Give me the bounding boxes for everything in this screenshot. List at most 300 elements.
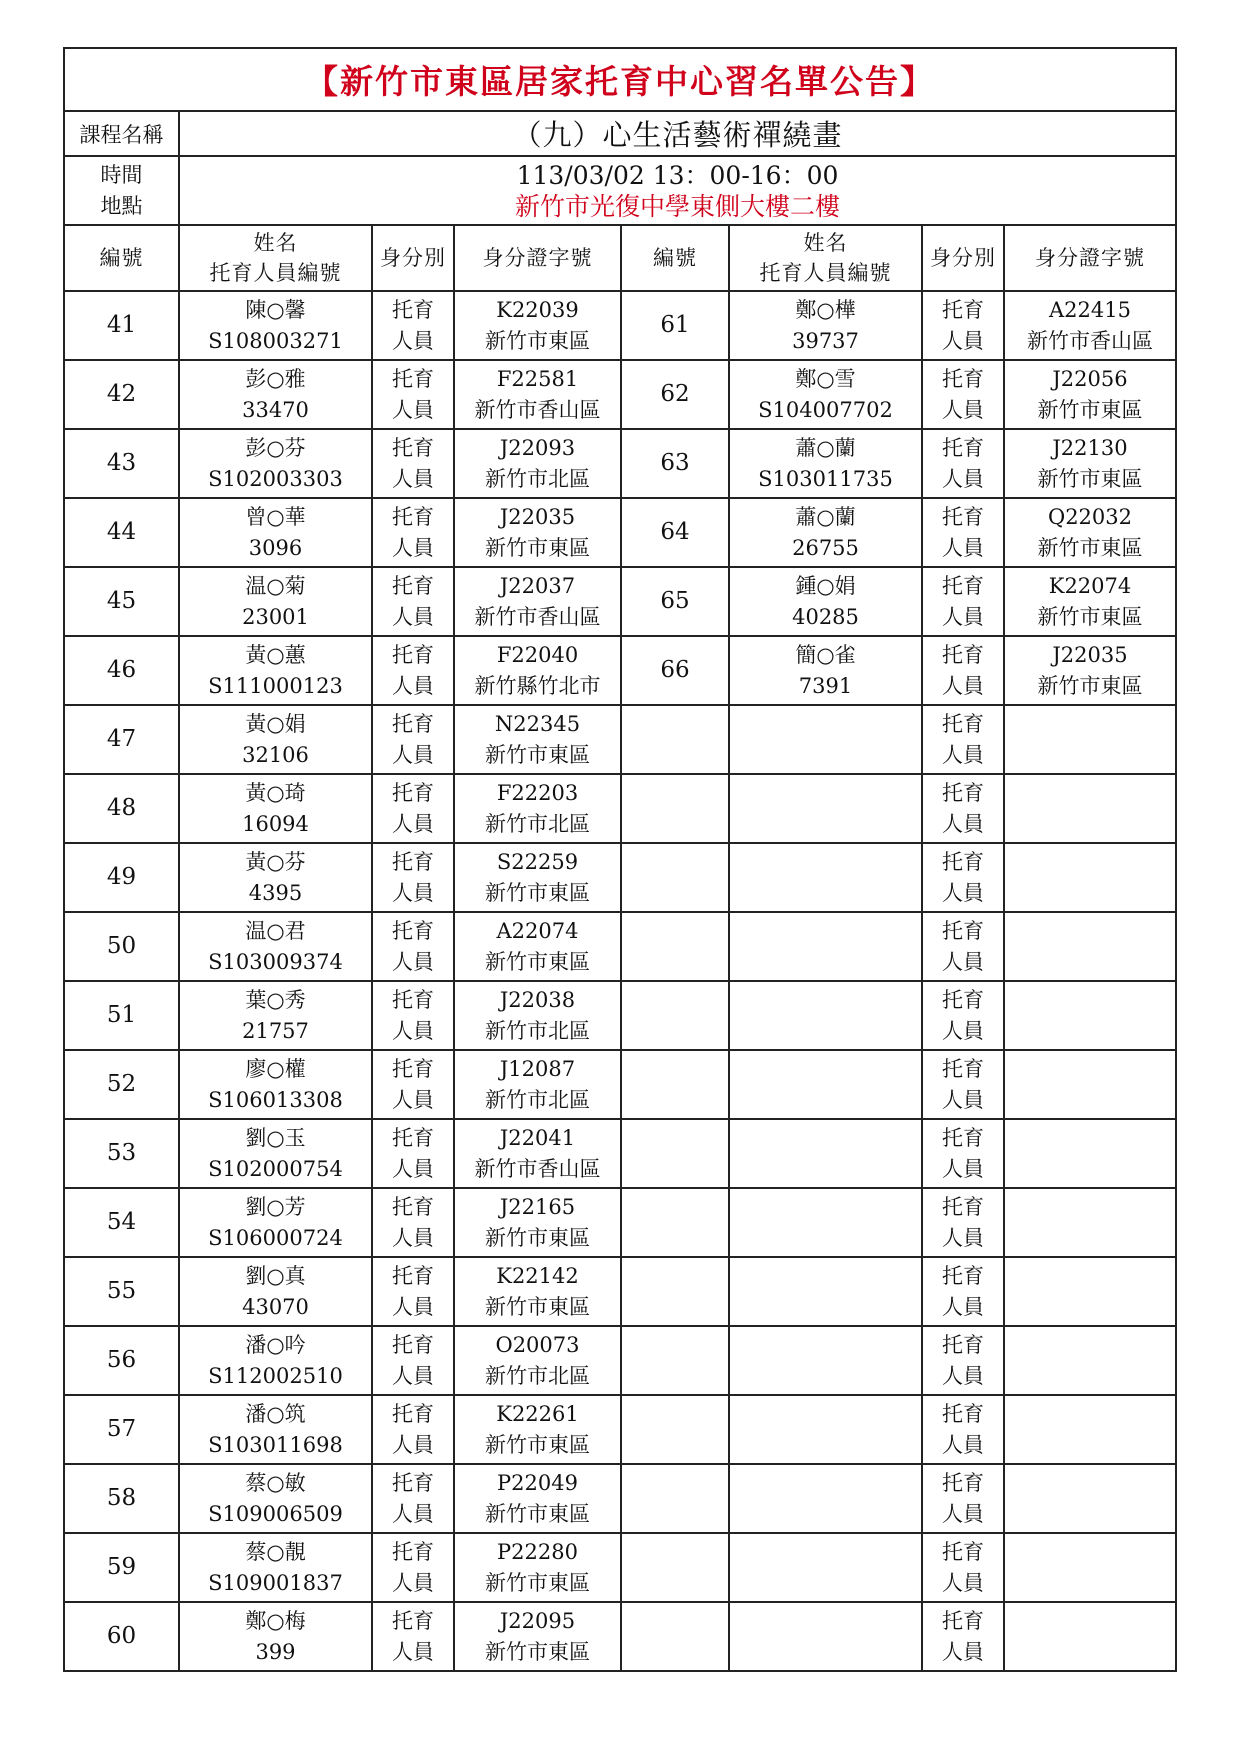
- left-role-cell-line1: 托育: [392, 849, 434, 874]
- left-name-cell-line2: S106013308: [208, 1087, 343, 1112]
- header-name-left: [179, 225, 372, 291]
- right-role-cell-line1: 托育: [942, 1125, 984, 1150]
- left-role-cell: [372, 291, 454, 360]
- left-number-cell: 45: [64, 567, 179, 636]
- table-row: [64, 1188, 1176, 1257]
- left-role-cell-line1: 托育: [392, 366, 434, 391]
- right-role-cell-line1: 托育: [942, 849, 984, 874]
- left-id-cell-line2: 新竹市東區: [485, 1294, 590, 1319]
- left-role-cell-line1: 托育: [392, 573, 434, 598]
- table-row: [64, 1395, 1176, 1464]
- left-role-cell-line2: 人員: [392, 811, 434, 836]
- left-role-cell-line2: 人員: [392, 328, 434, 353]
- table-row: [64, 1533, 1176, 1602]
- left-id-cell: [454, 912, 621, 981]
- right-name-cell: [729, 567, 922, 636]
- table-row: [64, 567, 1176, 636]
- right-id-cell-line2: 新竹市香山區: [1027, 328, 1153, 353]
- right-id-cell: [1004, 636, 1176, 705]
- left-name-cell-line1: 彭○芬: [245, 435, 306, 460]
- right-role-cell-line2: 人員: [942, 397, 984, 422]
- left-id-cell-line2: 新竹市東區: [485, 1639, 590, 1664]
- left-id-cell-line2: 新竹市東區: [485, 1570, 590, 1595]
- left-number-cell: 47: [64, 705, 179, 774]
- right-role-cell-line1: 托育: [942, 711, 984, 736]
- right-id-cell: [1004, 567, 1176, 636]
- right-role-cell: [922, 981, 1004, 1050]
- left-name-cell-line2: S106000724: [208, 1225, 343, 1250]
- right-name-cell-line2: S103011735: [758, 466, 893, 491]
- left-name-cell-line2: 3096: [248, 535, 303, 560]
- left-role-cell-line1: 托育: [392, 780, 434, 805]
- right-name-cell-line1: 蕭○蘭: [795, 435, 856, 460]
- right-role-cell-line1: 托育: [942, 987, 984, 1012]
- left-name-cell-line1: 潘○吟: [245, 1332, 306, 1357]
- right-id-cell: [1004, 912, 1176, 981]
- left-role-cell-line1: 托育: [392, 711, 434, 736]
- left-number-cell: 43: [64, 429, 179, 498]
- left-id-cell: [454, 360, 621, 429]
- left-name-cell-line2: 43070: [242, 1294, 309, 1319]
- right-role-cell: [922, 567, 1004, 636]
- right-id-cell-line1: J22056: [1052, 366, 1128, 391]
- right-name-cell-line2: 7391: [798, 673, 853, 698]
- right-role-cell: [922, 1050, 1004, 1119]
- left-name-cell-line1: 温○菊: [245, 573, 306, 598]
- right-number-cell: [621, 981, 729, 1050]
- right-role-cell: [922, 912, 1004, 981]
- left-id-cell-line1: N22345: [494, 711, 581, 736]
- table-row: [64, 636, 1176, 705]
- right-id-cell: [1004, 981, 1176, 1050]
- left-number-cell: 52: [64, 1050, 179, 1119]
- course-label: 課程名稱: [64, 111, 179, 156]
- right-name-cell-line2: S104007702: [758, 397, 893, 422]
- right-id-cell-line2: 新竹市東區: [1037, 535, 1143, 560]
- right-role-cell-line1: 托育: [942, 1263, 984, 1288]
- left-number-cell: 41: [64, 291, 179, 360]
- left-name-cell-line2: 21757: [242, 1018, 309, 1043]
- right-name-cell-line1: 鄭○雪: [795, 366, 856, 391]
- left-name-cell-line2: 33470: [242, 397, 309, 422]
- right-role-cell-line1: 托育: [942, 366, 984, 391]
- left-role-cell-line1: 托育: [392, 1539, 434, 1564]
- left-name-cell: [179, 981, 372, 1050]
- left-name-cell-line1: 黃○娟: [245, 711, 306, 736]
- left-number-cell: 57: [64, 1395, 179, 1464]
- left-name-cell: [179, 1395, 372, 1464]
- left-name-cell: [179, 1602, 372, 1671]
- left-name-cell-line2: S111000123: [208, 673, 343, 698]
- left-role-cell-line1: 托育: [392, 297, 434, 322]
- left-role-cell-line1: 托育: [392, 435, 434, 460]
- right-role-cell-line1: 托育: [942, 1194, 984, 1219]
- right-role-cell-line2: 人員: [942, 328, 984, 353]
- header-id-right: 身分證字號: [1004, 225, 1176, 291]
- time-place-label: [64, 156, 179, 225]
- left-name-cell: [179, 1464, 372, 1533]
- left-id-cell-line2: 新竹市東區: [485, 328, 590, 353]
- right-role-cell-line1: 托育: [942, 573, 984, 598]
- right-role-cell-line2: 人員: [942, 1639, 984, 1664]
- right-name-cell: [729, 1464, 922, 1533]
- left-id-cell: [454, 981, 621, 1050]
- right-id-cell: [1004, 843, 1176, 912]
- left-role-cell: [372, 1257, 454, 1326]
- left-id-cell: [454, 1533, 621, 1602]
- left-role-cell: [372, 1533, 454, 1602]
- right-name-cell-line2: 26755: [792, 535, 859, 560]
- left-name-cell-line1: 鄭○梅: [245, 1608, 306, 1633]
- place-label: 地點: [100, 193, 143, 218]
- left-role-cell: [372, 1395, 454, 1464]
- left-role-cell-line2: 人員: [392, 1018, 434, 1043]
- left-role-cell: [372, 912, 454, 981]
- left-name-cell: [179, 429, 372, 498]
- left-id-cell: [454, 1188, 621, 1257]
- right-role-cell: [922, 498, 1004, 567]
- right-name-cell: [729, 843, 922, 912]
- left-role-cell-line2: 人員: [392, 397, 434, 422]
- right-role-cell: [922, 1395, 1004, 1464]
- right-name-cell: [729, 912, 922, 981]
- left-role-cell-line2: 人員: [392, 949, 434, 974]
- right-role-cell-line2: 人員: [942, 1087, 984, 1112]
- left-id-cell-line2: 新竹市香山區: [474, 1156, 601, 1181]
- right-name-cell: [729, 705, 922, 774]
- left-name-cell: [179, 1050, 372, 1119]
- left-name-cell-line1: 蔡○靚: [245, 1539, 306, 1564]
- header-name-line1: 姓名: [253, 231, 298, 255]
- right-id-cell-line1: K22074: [1048, 573, 1132, 598]
- right-id-cell: [1004, 1257, 1176, 1326]
- right-name-cell: [729, 1188, 922, 1257]
- header-id-left: 身分證字號: [454, 225, 621, 291]
- right-name-cell: [729, 1050, 922, 1119]
- left-role-cell-line2: 人員: [392, 880, 434, 905]
- left-name-cell-line1: 劉○芳: [245, 1194, 306, 1219]
- left-id-cell-line2: 新竹縣竹北市: [474, 673, 601, 698]
- left-id-cell: [454, 429, 621, 498]
- header-no-left: 編號: [64, 225, 179, 291]
- left-name-cell-line1: 葉○秀: [245, 987, 306, 1012]
- right-name-cell: [729, 1326, 922, 1395]
- header-name-line2: 托育人員編號: [759, 261, 892, 285]
- left-id-cell-line2: 新竹市北區: [485, 1018, 590, 1043]
- left-id-cell-line2: 新竹市東區: [485, 1432, 590, 1457]
- left-role-cell: [372, 1119, 454, 1188]
- right-id-cell: [1004, 1119, 1176, 1188]
- left-number-cell: 42: [64, 360, 179, 429]
- left-role-cell-line2: 人員: [392, 1363, 434, 1388]
- right-role-cell-line1: 托育: [942, 435, 984, 460]
- left-role-cell: [372, 843, 454, 912]
- left-id-cell-line1: J22038: [499, 987, 576, 1012]
- left-number-cell: 58: [64, 1464, 179, 1533]
- right-role-cell-line2: 人員: [942, 1156, 984, 1181]
- left-id-cell-line1: A22074: [496, 918, 579, 943]
- right-number-cell: [621, 912, 729, 981]
- left-name-cell-line1: 劉○玉: [245, 1125, 306, 1150]
- right-role-cell: [922, 1326, 1004, 1395]
- left-name-cell-line1: 黃○芬: [245, 849, 306, 874]
- header-role-right: 身分別: [922, 225, 1004, 291]
- left-id-cell-line2: 新竹市東區: [485, 949, 590, 974]
- right-role-cell-line1: 托育: [942, 1470, 984, 1495]
- right-name-cell-line1: 蕭○蘭: [795, 504, 856, 529]
- right-role-cell-line2: 人員: [942, 880, 984, 905]
- left-id-cell-line1: J22093: [499, 435, 576, 460]
- left-id-cell: [454, 498, 621, 567]
- left-name-cell-line2: S109006509: [208, 1501, 343, 1526]
- left-role-cell-line2: 人員: [392, 1225, 434, 1250]
- right-id-cell: [1004, 429, 1176, 498]
- right-name-cell: [729, 774, 922, 843]
- left-name-cell: [179, 360, 372, 429]
- right-id-cell: [1004, 1050, 1176, 1119]
- left-role-cell-line2: 人員: [392, 1639, 434, 1664]
- left-role-cell: [372, 981, 454, 1050]
- left-name-cell-line2: S102000754: [208, 1156, 343, 1181]
- left-name-cell-line2: S102003303: [208, 466, 343, 491]
- time-value: 113/03/02 13：00-16：00: [516, 160, 839, 190]
- left-role-cell: [372, 1050, 454, 1119]
- left-id-cell-line1: F22040: [496, 642, 579, 667]
- left-id-cell-line2: 新竹市香山區: [474, 397, 601, 422]
- left-name-cell-line1: 廖○權: [245, 1056, 306, 1081]
- left-role-cell: [372, 567, 454, 636]
- left-id-cell-line2: 新竹市北區: [485, 811, 590, 836]
- left-id-cell: [454, 1602, 621, 1671]
- right-number-cell: [621, 843, 729, 912]
- left-id-cell: [454, 291, 621, 360]
- left-name-cell-line2: 23001: [242, 604, 309, 629]
- left-role-cell-line2: 人員: [392, 535, 434, 560]
- left-number-cell: 55: [64, 1257, 179, 1326]
- right-number-cell: 64: [621, 498, 729, 567]
- right-role-cell-line1: 托育: [942, 297, 984, 322]
- right-role-cell: [922, 1602, 1004, 1671]
- table-row: [64, 1050, 1176, 1119]
- left-name-cell-line2: 399: [255, 1639, 296, 1664]
- header-name-right: [729, 225, 922, 291]
- left-id-cell-line1: J22165: [499, 1194, 576, 1219]
- left-name-cell: [179, 1326, 372, 1395]
- left-id-cell-line1: F22581: [496, 366, 579, 391]
- left-id-cell: [454, 1119, 621, 1188]
- left-role-cell-line1: 托育: [392, 1332, 434, 1357]
- right-role-cell-line1: 托育: [942, 918, 984, 943]
- left-name-cell-line1: 温○君: [245, 918, 306, 943]
- left-name-cell: [179, 567, 372, 636]
- left-id-cell: [454, 1395, 621, 1464]
- time-place-value: [179, 156, 1176, 225]
- right-role-cell-line1: 托育: [942, 780, 984, 805]
- left-role-cell: [372, 498, 454, 567]
- left-name-cell-line1: 潘○筑: [245, 1401, 306, 1426]
- table-row: [64, 1464, 1176, 1533]
- column-header-row: [64, 225, 1176, 291]
- right-id-cell-line2: 新竹市東區: [1037, 673, 1143, 698]
- table-row: [64, 1602, 1176, 1671]
- left-role-cell-line1: 托育: [392, 1401, 434, 1426]
- right-role-cell-line2: 人員: [942, 949, 984, 974]
- left-role-cell-line1: 托育: [392, 1194, 434, 1219]
- left-role-cell-line1: 托育: [392, 987, 434, 1012]
- left-id-cell-line1: F22203: [496, 780, 579, 805]
- left-id-cell-line2: 新竹市東區: [485, 1225, 590, 1250]
- left-name-cell: [179, 1188, 372, 1257]
- left-id-cell-line2: 新竹市北區: [485, 466, 590, 491]
- right-role-cell-line1: 托育: [942, 504, 984, 529]
- left-name-cell: [179, 1257, 372, 1326]
- right-id-cell: [1004, 498, 1176, 567]
- table-row: [64, 429, 1176, 498]
- right-name-cell-line1: 鄭○樺: [795, 297, 856, 322]
- left-id-cell-line2: 新竹市東區: [485, 880, 590, 905]
- right-name-cell-line1: 簡○雀: [795, 642, 856, 667]
- table-row: [64, 1257, 1176, 1326]
- right-number-cell: [621, 1533, 729, 1602]
- left-number-cell: 54: [64, 1188, 179, 1257]
- right-role-cell: [922, 1188, 1004, 1257]
- left-role-cell-line2: 人員: [392, 1570, 434, 1595]
- right-number-cell: [621, 1257, 729, 1326]
- left-role-cell-line1: 托育: [392, 1056, 434, 1081]
- left-role-cell: [372, 636, 454, 705]
- right-number-cell: [621, 1119, 729, 1188]
- left-id-cell-line2: 新竹市東區: [485, 742, 590, 767]
- left-id-cell-line1: K22039: [496, 297, 579, 322]
- right-id-cell-line2: 新竹市東區: [1037, 466, 1143, 491]
- right-name-cell: [729, 1395, 922, 1464]
- right-id-cell-line1: J22130: [1052, 435, 1128, 460]
- left-name-cell-line1: 蔡○敏: [245, 1470, 306, 1495]
- table-row: [64, 1119, 1176, 1188]
- right-id-cell: [1004, 1188, 1176, 1257]
- left-name-cell-line1: 黃○蕙: [245, 642, 306, 667]
- left-name-cell: [179, 1119, 372, 1188]
- left-id-cell: [454, 705, 621, 774]
- right-id-cell: [1004, 1464, 1176, 1533]
- right-number-cell: 62: [621, 360, 729, 429]
- header-role-left: 身分別: [372, 225, 454, 291]
- left-id-cell: [454, 843, 621, 912]
- left-name-cell: [179, 498, 372, 567]
- left-id-cell-line1: J22037: [499, 573, 576, 598]
- left-name-cell: [179, 1533, 372, 1602]
- left-name-cell-line1: 劉○真: [245, 1263, 306, 1288]
- left-id-cell-line1: J12087: [499, 1056, 576, 1081]
- table-row: [64, 498, 1176, 567]
- right-number-cell: 61: [621, 291, 729, 360]
- left-role-cell: [372, 774, 454, 843]
- right-role-cell-line1: 托育: [942, 1608, 984, 1633]
- left-number-cell: 50: [64, 912, 179, 981]
- left-number-cell: 56: [64, 1326, 179, 1395]
- right-id-cell: [1004, 291, 1176, 360]
- right-number-cell: 66: [621, 636, 729, 705]
- left-role-cell: [372, 1602, 454, 1671]
- table-row: [64, 291, 1176, 360]
- left-id-cell-line1: J22095: [499, 1608, 576, 1633]
- right-role-cell: [922, 705, 1004, 774]
- left-id-cell-line1: K22142: [496, 1263, 579, 1288]
- right-number-cell: [621, 705, 729, 774]
- left-id-cell-line1: K22261: [496, 1401, 579, 1426]
- right-role-cell-line1: 托育: [942, 1539, 984, 1564]
- right-role-cell-line2: 人員: [942, 1501, 984, 1526]
- left-role-cell-line2: 人員: [392, 1156, 434, 1181]
- right-name-cell-line2: 40285: [792, 604, 859, 629]
- right-number-cell: [621, 1188, 729, 1257]
- right-id-cell-line1: A22415: [1049, 297, 1131, 322]
- right-role-cell: [922, 291, 1004, 360]
- left-role-cell-line2: 人員: [392, 673, 434, 698]
- right-number-cell: [621, 1326, 729, 1395]
- right-id-cell: [1004, 1395, 1176, 1464]
- left-role-cell: [372, 429, 454, 498]
- left-id-cell-line1: S22259: [496, 849, 579, 874]
- left-name-cell-line2: 4395: [248, 880, 303, 905]
- right-number-cell: [621, 1050, 729, 1119]
- left-role-cell-line2: 人員: [392, 1294, 434, 1319]
- right-name-cell: [729, 1119, 922, 1188]
- left-role-cell-line2: 人員: [392, 1087, 434, 1112]
- left-id-cell-line1: P22280: [497, 1539, 578, 1564]
- left-number-cell: 59: [64, 1533, 179, 1602]
- right-number-cell: [621, 774, 729, 843]
- left-role-cell: [372, 1188, 454, 1257]
- roster-table: [63, 47, 1177, 1672]
- right-role-cell: [922, 360, 1004, 429]
- left-role-cell: [372, 360, 454, 429]
- left-role-cell: [372, 705, 454, 774]
- left-role-cell: [372, 1326, 454, 1395]
- left-role-cell-line1: 托育: [392, 918, 434, 943]
- left-number-cell: 44: [64, 498, 179, 567]
- header-name-line1: 姓名: [803, 231, 848, 255]
- right-id-cell-line1: J22035: [1052, 642, 1128, 667]
- left-id-cell: [454, 636, 621, 705]
- right-name-cell: [729, 1602, 922, 1671]
- right-number-cell: [621, 1464, 729, 1533]
- left-id-cell-line2: 新竹市香山區: [474, 604, 601, 629]
- right-role-cell: [922, 843, 1004, 912]
- time-label: 時間: [100, 162, 143, 187]
- left-role-cell-line1: 托育: [392, 642, 434, 667]
- left-name-cell: [179, 291, 372, 360]
- left-id-cell: [454, 1257, 621, 1326]
- left-name-cell-line1: 陳○馨: [245, 297, 306, 322]
- right-name-cell: [729, 498, 922, 567]
- course-name: （九）心生活藝術禪繞畫: [179, 111, 1176, 156]
- right-name-cell: [729, 981, 922, 1050]
- left-name-cell: [179, 774, 372, 843]
- left-id-cell-line1: J22041: [499, 1125, 576, 1150]
- left-role-cell-line1: 托育: [392, 1608, 434, 1633]
- table-row: [64, 360, 1176, 429]
- table-row: [64, 774, 1176, 843]
- left-name-cell: [179, 912, 372, 981]
- left-role-cell-line1: 托育: [392, 1263, 434, 1288]
- header-name-line2: 托育人員編號: [209, 261, 342, 285]
- right-role-cell: [922, 1464, 1004, 1533]
- left-role-cell-line2: 人員: [392, 604, 434, 629]
- left-role-cell-line1: 托育: [392, 1470, 434, 1495]
- left-number-cell: 49: [64, 843, 179, 912]
- right-role-cell-line1: 托育: [942, 1332, 984, 1357]
